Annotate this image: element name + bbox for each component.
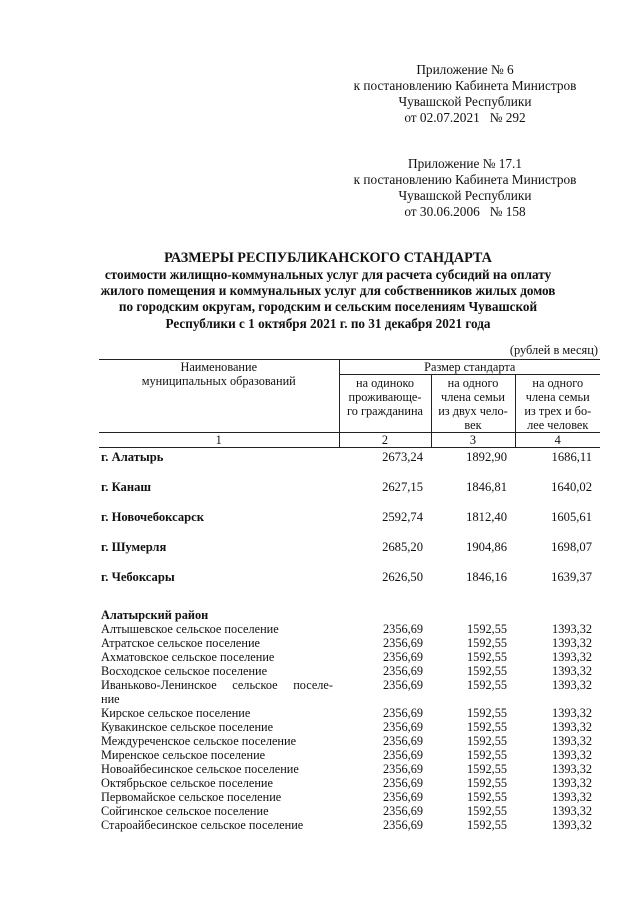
value-two-person: 1592,55 [467,790,507,804]
value-three-plus: 1393,32 [552,650,593,664]
name-line: Иваньково-Ленинское сельское поселе- [101,678,333,692]
settlement-row [99,804,600,818]
appendix-date-number: от 30.06.2006 № 158 [404,204,526,219]
header-name-cell [99,360,339,433]
settlement-row [99,818,600,832]
municipality-name: Кирское сельское поселение [101,706,251,720]
municipality-name [99,678,339,706]
municipality-name: г. Канаш [101,480,152,494]
standards-table-wrap [99,359,600,832]
district-row [99,600,600,622]
value-two-person: 1592,55 [467,664,507,678]
column-number: 1 [99,433,339,448]
settlement-row [99,720,600,734]
value-single: 2356,69 [383,706,423,720]
document-subtitle [98,267,558,332]
header-line: на одиноко [356,376,414,390]
city-row [99,540,600,570]
municipality-name: Восходское сельское поселение [101,664,268,678]
municipality-name: г. Шумерля [101,540,167,554]
value-single: 2356,69 [383,804,423,818]
appendix-reference: к постановлению Кабинета Министров [353,172,577,187]
unit-note: (рублей в месяц) [509,343,598,357]
header-line: проживающе- [348,390,422,404]
value-three-plus: 1393,32 [552,720,593,734]
value-two-person: 1592,55 [467,818,507,832]
value-single: 2356,69 [383,678,423,692]
value-two-person: 1592,55 [467,762,507,776]
value-three-plus: 1393,32 [552,734,593,748]
value-single: 2356,69 [383,650,423,664]
value-three-plus: 1393,32 [552,790,593,804]
municipality-name: Первомайское сельское поселение [101,790,282,804]
municipality-name: Новоайбесинское сельское поселение [101,762,299,776]
settlement-row [99,636,600,650]
value-two-person: 1904,86 [466,540,507,554]
value-single: 2627,15 [382,480,423,494]
value-two-person: 1592,55 [467,734,507,748]
header-line: лее человек [527,418,589,432]
value-single: 2356,69 [383,664,423,678]
value-three-plus: 1393,32 [552,776,593,790]
subtitle-line: жилого помещения и коммунальных услуг для собственников жилых домов [100,283,556,299]
header-line: члена семьи [525,390,590,404]
name-line: ние [101,692,120,706]
municipality-name: Атратское сельское поселение [101,636,261,650]
value-three-plus: 1393,32 [552,678,593,692]
municipality-name: г. Новочебоксарск [101,510,205,524]
header-line: на одного [447,376,499,390]
header-line: члена семьи [441,390,505,404]
value-two-person: 1592,55 [467,636,507,650]
value-single: 2356,69 [383,622,423,636]
column-number: 3 [431,433,515,448]
city-row [99,570,600,600]
city-row [99,510,600,540]
header-size-cell: Размер стандарта [339,360,600,375]
value-two-person: 1892,90 [466,450,507,464]
municipality-name: г. Чебоксары [101,570,175,584]
value-single: 2356,69 [383,636,423,650]
value-three-plus: 1639,37 [551,570,593,584]
header-line: из трех и бо- [524,404,592,418]
municipality-name: Ахматовское сельское поселение [101,650,275,664]
settlement-row [99,678,600,706]
value-single: 2356,69 [383,720,423,734]
value-three-plus: 1393,32 [552,636,593,650]
column-number: 4 [515,433,600,448]
value-single: 2356,69 [383,748,423,762]
value-single: 2685,20 [382,540,423,554]
value-three-plus: 1393,32 [552,706,593,720]
document-title-block [98,250,558,332]
municipality-name: Миренское сельское поселение [101,748,266,762]
settlement-row [99,748,600,762]
municipality-name: Алтышевское сельское поселение [101,622,279,636]
value-two-person: 1592,55 [467,650,507,664]
value-single: 2626,50 [382,570,423,584]
municipality-name: Сойгинское сельское поселение [101,804,269,818]
appendix-reference: к постановлению Кабинета Министров [353,78,577,93]
municipality-name: г. Алатырь [101,450,164,464]
header-line: век [464,418,482,432]
column-number-row [99,433,600,448]
header-col-single [339,375,431,433]
appendix-original-header [330,156,600,220]
value-single: 2356,69 [383,762,423,776]
settlement-row [99,762,600,776]
settlement-row [99,734,600,748]
value-two-person: 1846,81 [466,480,507,494]
appendix-number: Приложение № 17.1 [408,156,522,171]
document-title: РАЗМЕРЫ РЕСПУБЛИКАНСКОГО СТАНДАРТА [164,250,492,266]
value-two-person: 1592,55 [467,678,507,692]
appendix-authority: Чувашской Республики [398,188,532,203]
value-single: 2356,69 [383,776,423,790]
value-three-plus: 1605,61 [551,510,593,524]
header-name-line: муниципальных образований [141,374,296,388]
subtitle-line: Республики с 1 октября 2021 г. по 31 декабря 2021 года [165,315,491,331]
value-single: 2356,69 [383,790,423,804]
municipality-name: Октябрьское сельское поселение [101,776,273,790]
value-three-plus: 1393,32 [552,664,593,678]
value-two-person: 1592,55 [467,776,507,790]
municipality-name: Староайбесинское сельское поселение [101,818,304,832]
settlement-row [99,790,600,804]
city-row [99,448,600,481]
value-two-person: 1846,16 [466,570,507,584]
municipality-name: Междуреченское сельское поселение [101,734,297,748]
value-single: 2592,74 [382,510,423,524]
table-body [99,448,600,833]
header-line: из двух чело- [438,404,508,418]
appendix-date-number: от 02.07.2021 № 292 [404,110,526,125]
value-three-plus: 1686,11 [551,450,593,464]
value-single: 2356,69 [383,734,423,748]
settlement-row [99,650,600,664]
value-three-plus: 1393,32 [552,762,593,776]
subtitle-line: стоимости жилищно-коммунальных услуг для расчета субсидий на оплату [104,267,552,282]
appendix-authority: Чувашской Республики [398,94,532,109]
value-three-plus: 1393,32 [552,818,593,832]
column-number: 2 [339,433,431,448]
header-line: на одного [532,376,584,390]
settlement-row [99,706,600,720]
standards-table [99,359,600,832]
value-single: 2356,69 [383,818,423,832]
header-name-line: Наименование [180,360,258,374]
value-three-plus: 1698,07 [551,540,593,554]
subtitle-line: по городским округам, городским и сельским поселениям Чувашской [118,299,538,315]
appendix-number: Приложение № 6 [416,62,514,77]
city-row [99,480,600,510]
value-three-plus: 1393,32 [552,622,593,636]
header-col-three-plus [515,375,600,433]
value-two-person: 1592,55 [467,622,507,636]
value-two-person: 1592,55 [467,748,507,762]
value-two-person: 1592,55 [467,706,507,720]
settlement-row [99,776,600,790]
value-two-person: 1812,40 [466,510,507,524]
district-name: Алатырский район [101,608,209,622]
settlement-row [99,622,600,636]
municipality-name: Кувакинское сельское поселение [101,720,274,734]
value-two-person: 1592,55 [467,720,507,734]
value-three-plus: 1393,32 [552,748,593,762]
value-three-plus: 1393,32 [552,804,593,818]
value-two-person: 1592,55 [467,804,507,818]
header-line: го гражданина [346,404,424,418]
value-three-plus: 1640,02 [551,480,593,494]
settlement-row [99,664,600,678]
header-col-two-person [431,375,515,433]
appendix-current-header [330,62,600,126]
value-single: 2673,24 [382,450,423,464]
